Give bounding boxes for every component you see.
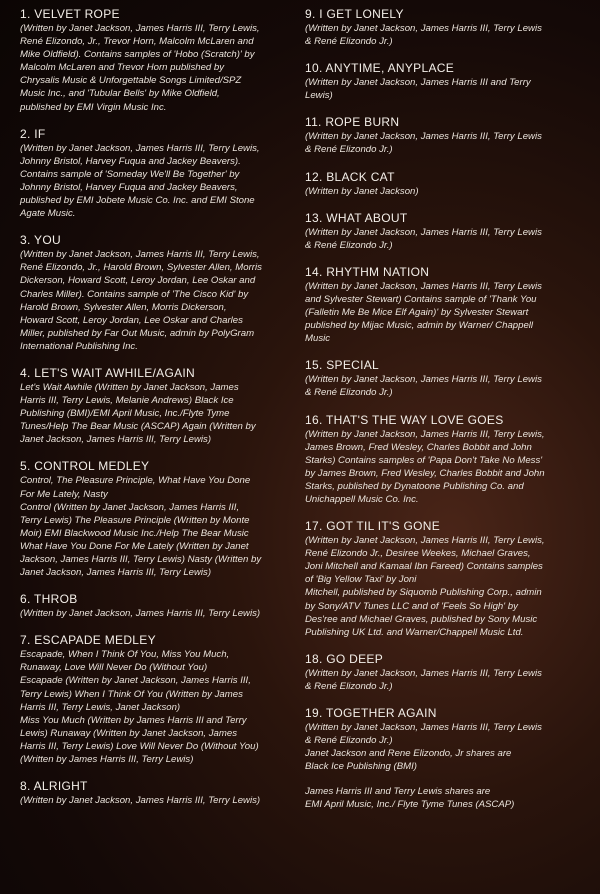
track-credit: (Written by Janet Jackson, James Harris III, Terry Lewis) [20,608,261,620]
publishing-note: James Harris III and Terry Lewis shares are EMI April Music, Inc./ Flyte Tyme Tunes (ASCAP) [305,786,515,811]
track-credit: (Written by Janet Jackson, James Harris III, Terry Lewis, James Brown, Fred Wesley, Charles Bobbit and John Starks) Contains samples of 'Papa Don't Take No Mess' by James Brown, Fred Wesley, Charles Bobbit and John Starks, published by Dynatoone Publishing Co. and Unichappell Music Co. Inc. [305,428,545,505]
track-credit: (Written by Janet Jackson, James Harris III, Terry Lewis, René Elizondo Jr., Desiree Weekes, Michael Graves, Joni Mitchell and Kamaal Ibn Fareed) Contains samples of 'Big Yellow Taxi' by Joni Mitchell, published by Siquomb Publishing Corp., admin by Sony/ATV Tunes LLC and of 'Feels So High' by Des'ree and Michael Graves, published by Sony Music Publishing UK Ltd. and Warner/Chappell Music Ltd. [305,535,545,638]
track-credit: Escapade, When I Think Of You, Miss You Much, Runaway, Love Will Never Do (Without You) Escapade (Written by Janet Jackson, James Harris III, Terry Lewis) When I Think Of You (Written by James Harris III, Terry Lewis, Janet Jackson) Miss You Much (Written by James Harris III and Terry Lewis) Runaway (Written by Janet Jackson, James Harris III, Terry Lewis) Love Will Never Do (Without You) (Written by James Harris III, Terry Lewis) [20,649,259,766]
track-title: 18. GO DEEP [305,651,383,666]
track-entry [305,264,590,345]
track-credit: (Written by Janet Jackson, James Harris III, Terry Lewis) [20,795,261,807]
track-title: 17. GOT TIL IT'S GONE [305,519,441,534]
track-entry [20,365,292,446]
track-title: 4. LET'S WAIT AWHILE/AGAIN [20,365,196,380]
track-credit: (Written by Janet Jackson, James Harris III, Terry Lewis & René Elizondo Jr.) [305,667,542,692]
track-title: 8. ALRIGHT [20,779,88,794]
track-entry [305,6,590,48]
track-credit: (Written by Janet Jackson, James Harris III and Terry Lewis) [305,77,531,102]
track-title: 1. VELVET ROPE [20,7,120,21]
track-entry [20,232,292,353]
track-entry [20,778,292,807]
track-entry [305,518,590,639]
track-entry [20,632,292,766]
right-column [305,6,590,812]
track-credit: (Written by Janet Jackson, James Harris III, Terry Lewis, René Elizondo, Jr., Harold Brown, Sylvester Allen, Morris Dickerson, Howard Scott, Leroy Jordan, Lee Oskar and Charles Miller). Contains sample of 'The Cisco Kid' by Harold Brown, Sylvester Allen, Morris Dickerson, Howard Scott, Leroy Jordan, Lee Oskar and Charles Miller, published by Far Out Music, admin by PolyGram International Publishing Inc. [20,249,262,352]
track-title: 19. TOGETHER AGAIN [305,706,437,720]
track-title: 14. RHYTHM NATION [305,264,430,279]
track-entry [305,412,590,507]
track-entry [20,126,292,221]
track-entry [305,705,590,773]
track-credit: Let's Wait Awhile (Written by Janet Jackson, James Harris III, Terry Lewis, Melanie Andrews) Black Ice Publishing (BMI)/EMI April Music, Inc./Flyte Tyme Tunes/Help The Bear Music (ASCAP) Again (Written by Janet Jackson, James Harris III, Terry Lewis) [20,381,256,446]
track-title: 7. ESCAPADE MEDLEY [20,633,156,648]
track-title: 3. YOU [20,233,61,248]
track-title: 12. BLACK CAT [305,169,395,184]
track-title: 6. THROB [20,592,78,607]
track-entry [20,458,292,579]
track-credit: (Written by Janet Jackson, James Harris III, Terry Lewis & René Elizondo Jr.) [305,23,542,48]
track-credit: (Written by Janet Jackson, James Harris III, Terry Lewis & René Elizondo Jr.) [305,374,542,399]
track-entry [305,357,590,399]
left-column [20,6,292,819]
track-title: 16. THAT'S THE WAY LOVE GOES [305,412,504,427]
track-entry [305,60,590,102]
track-entry [305,169,590,198]
track-credit: (Written by Janet Jackson, James Harris III, Terry Lewis & René Elizondo Jr.) Janet Jackson and Rene Elizondo, Jr shares are Black Ice Publishing (BMI) [305,722,542,773]
track-entry [305,114,590,156]
track-credit: (Written by Janet Jackson, James Harris III, Terry Lewis & René Elizondo Jr.) [305,226,542,251]
track-title: 13. WHAT ABOUT [305,210,408,225]
track-title: 15. SPECIAL [305,358,380,373]
track-title: 9. I GET LONELY [305,7,404,21]
track-entry [305,210,590,252]
track-title: 11. ROPE BURN [305,115,400,130]
track-credit: (Written by Janet Jackson, James Harris III, Terry Lewis, René Elizondo, Jr., Trevor Horn, Malcolm McLaren and Mike Oldfield). Contains samples of 'Hobo (Scratch)' by Malcolm McLaren and Trevor Horn published by Chrysalis Music & Unforgettable Songs Limited/SPZ Music Inc., and 'Tubular Bells' by Mike Oldfield, published by EMI Virgin Music Inc. [20,23,260,113]
track-credit: (Written by Janet Jackson, James Harris III, Terry Lewis & René Elizondo Jr.) [305,131,542,156]
track-entry [305,651,590,693]
track-title: 2. IF [20,126,46,141]
track-credit: (Written by Janet Jackson) [305,185,419,197]
track-title: 5. CONTROL MEDLEY [20,459,150,474]
track-title: 10. ANYTIME, ANYPLACE [305,61,455,76]
track-credit: Control, The Pleasure Principle, What Have You Done For Me Lately, Nasty Control (Written by Janet Jackson, James Harris III, Terry Lewis) The Pleasure Principle (Written by Monte Moir) EMI Blackwood Music Inc./Help The Bear Music What Have You Done For Me Lately (Written by Janet Jackson, James Harris III, Terry Lewis) Nasty (Written by Janet Jackson, James Harris III, Terry Lewis) [20,475,262,579]
track-entry [20,591,292,620]
track-credit: (Written by Janet Jackson, James Harris III, Terry Lewis, Johnny Bristol, Harvey Fuqua and Jackey Beavers). Contains sample of 'Someday We'll Be Together' by Johnny Bristol, Harvey Fuqua and Jackey Beavers, published by EMI Jobete Music Co. Inc. and EMI Stone Agate Music. [20,142,260,220]
track-credit: (Written by Janet Jackson, James Harris III, Terry Lewis and Sylvester Stewart) Contains sample of 'Thank You (Falletin Me Be Mice Elf Again)' by Sylvester Stewart published by Mijac Music, admin by Warner/ Chappell Music [305,280,542,345]
track-entry [20,6,292,114]
